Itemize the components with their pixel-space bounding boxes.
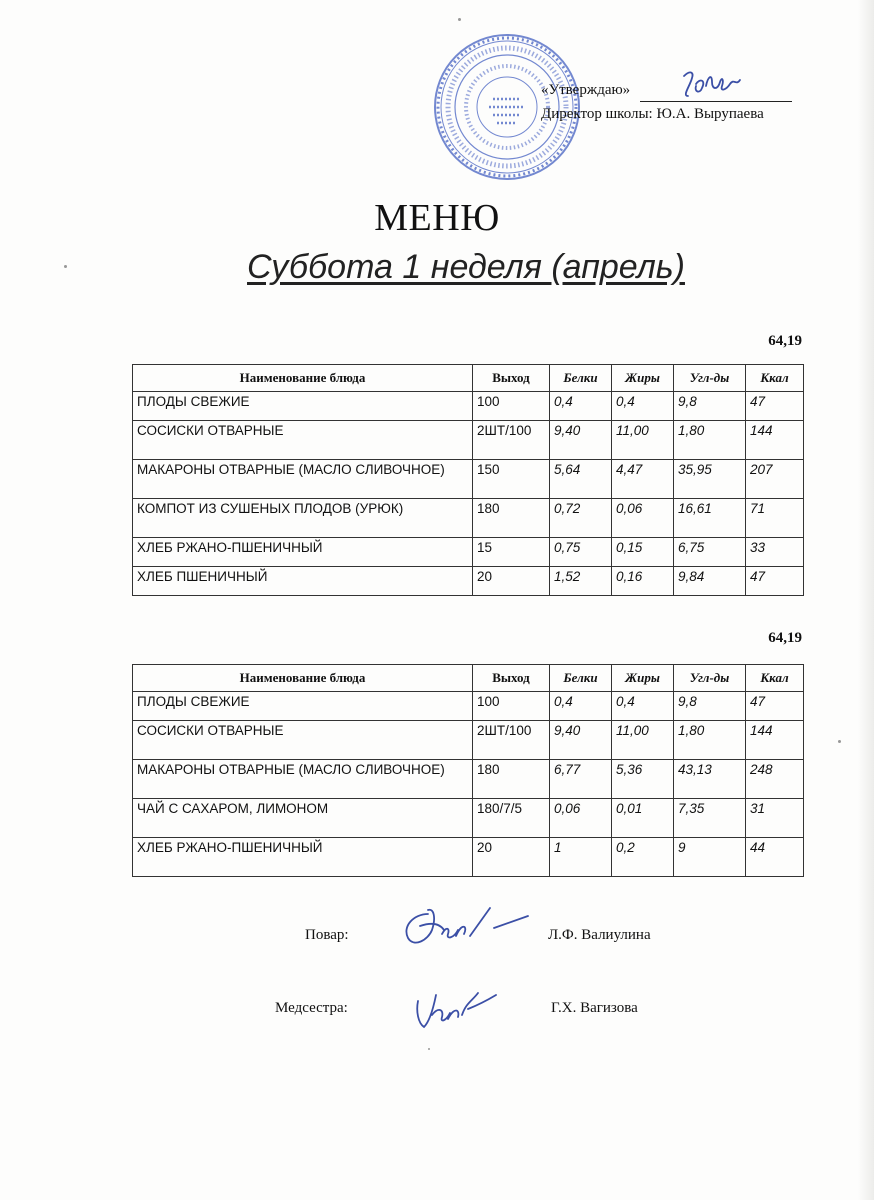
- dish-kcal: 144: [746, 421, 804, 460]
- dish-fat: 11,00: [612, 421, 674, 460]
- menu-price: 64,19: [768, 630, 802, 646]
- staff-name-cook: Л.Ф. Валиулина: [548, 927, 651, 943]
- approve-label: «Утверждаю»: [541, 82, 631, 98]
- col-header: Белки: [550, 365, 612, 392]
- nurse-signature: [412, 985, 502, 1035]
- dish-fat: 0,4: [612, 392, 674, 421]
- dish-name: СОСИСКИ ОТВАРНЫЕ: [133, 421, 473, 460]
- scan-speck: [458, 18, 461, 21]
- dish-carbs: 7,35: [674, 799, 746, 838]
- dish-name: МАКАРОНЫ ОТВАРНЫЕ (МАСЛО СЛИВОЧНОЕ): [133, 460, 473, 499]
- staff-role-cook: Повар:: [305, 927, 349, 943]
- dish-carbs: 9,8: [674, 392, 746, 421]
- dish-output: 180/7/5: [473, 799, 550, 838]
- dish-name: КОМПОТ ИЗ СУШЕНЫХ ПЛОДОВ (УРЮК): [133, 499, 473, 538]
- dish-fat: 4,47: [612, 460, 674, 499]
- col-header: Ккал: [746, 665, 804, 692]
- dish-protein: 0,72: [550, 499, 612, 538]
- page-subtitle: Суббота 1 неделя (апрель): [247, 248, 685, 286]
- table-row: [133, 567, 804, 596]
- table-row: [133, 421, 804, 460]
- dish-carbs: 9,84: [674, 567, 746, 596]
- dish-kcal: 207: [746, 460, 804, 499]
- dish-kcal: 31: [746, 799, 804, 838]
- scan-speck: [838, 740, 841, 743]
- menu-table: [132, 664, 804, 877]
- staff-role-nurse: Медсестра:: [275, 1000, 348, 1016]
- dish-name: ХЛЕБ РЖАНО-ПШЕНИЧНЫЙ: [133, 838, 473, 877]
- dish-name: ПЛОДЫ СВЕЖИЕ: [133, 692, 473, 721]
- dish-kcal: 33: [746, 538, 804, 567]
- dish-output: 180: [473, 760, 550, 799]
- col-header: Жиры: [612, 365, 674, 392]
- dish-fat: 5,36: [612, 760, 674, 799]
- dish-carbs: 1,80: [674, 721, 746, 760]
- col-header: Жиры: [612, 665, 674, 692]
- scan-speck: [428, 1048, 430, 1050]
- director-line: Директор школы: Ю.А. Вырупаева: [541, 106, 764, 122]
- table-row: [133, 392, 804, 421]
- col-header: Наименование блюда: [133, 665, 473, 692]
- dish-name: ХЛЕБ ПШЕНИЧНЫЙ: [133, 567, 473, 596]
- scan-edge: [858, 0, 874, 1200]
- dish-fat: 0,06: [612, 499, 674, 538]
- dish-output: 100: [473, 692, 550, 721]
- approval-block: [541, 78, 792, 126]
- dish-kcal: 47: [746, 692, 804, 721]
- dish-protein: 0,4: [550, 692, 612, 721]
- dish-carbs: 35,95: [674, 460, 746, 499]
- table-row: [133, 499, 804, 538]
- table-row: [133, 760, 804, 799]
- dish-fat: 0,2: [612, 838, 674, 877]
- dish-name: ЧАЙ С САХАРОМ, ЛИМОНОМ: [133, 799, 473, 838]
- dish-protein: 9,40: [550, 721, 612, 760]
- dish-protein: 9,40: [550, 421, 612, 460]
- col-header: Ккал: [746, 365, 804, 392]
- menu-table: [132, 364, 804, 596]
- dish-protein: 1,52: [550, 567, 612, 596]
- dish-protein: 0,06: [550, 799, 612, 838]
- menu-price: 64,19: [768, 333, 802, 349]
- staff-name-nurse: Г.Х. Вагизова: [551, 1000, 638, 1016]
- dish-carbs: 43,13: [674, 760, 746, 799]
- table-row: [133, 692, 804, 721]
- dish-kcal: 71: [746, 499, 804, 538]
- dish-output: 150: [473, 460, 550, 499]
- dish-carbs: 6,75: [674, 538, 746, 567]
- table-row: [133, 460, 804, 499]
- dish-protein: 5,64: [550, 460, 612, 499]
- dish-fat: 0,16: [612, 567, 674, 596]
- dish-output: 20: [473, 838, 550, 877]
- col-header: Наименование блюда: [133, 365, 473, 392]
- dish-carbs: 9,8: [674, 692, 746, 721]
- dish-output: 15: [473, 538, 550, 567]
- col-header: Угл-ды: [674, 365, 746, 392]
- dish-output: 180: [473, 499, 550, 538]
- dish-name: СОСИСКИ ОТВАРНЫЕ: [133, 721, 473, 760]
- dish-name: ХЛЕБ РЖАНО-ПШЕНИЧНЫЙ: [133, 538, 473, 567]
- dish-kcal: 144: [746, 721, 804, 760]
- dish-name: МАКАРОНЫ ОТВАРНЫЕ (МАСЛО СЛИВОЧНОЕ): [133, 760, 473, 799]
- table-row: [133, 721, 804, 760]
- dish-output: 100: [473, 392, 550, 421]
- col-header: Выход: [473, 665, 550, 692]
- dish-fat: 0,15: [612, 538, 674, 567]
- cook-signature: [398, 900, 533, 950]
- dish-kcal: 248: [746, 760, 804, 799]
- dish-fat: 0,01: [612, 799, 674, 838]
- signature-line: [640, 85, 792, 102]
- dish-protein: 0,4: [550, 392, 612, 421]
- col-header: Угл-ды: [674, 665, 746, 692]
- dish-protein: 1: [550, 838, 612, 877]
- dish-protein: 0,75: [550, 538, 612, 567]
- dish-output: 2ШТ/100: [473, 721, 550, 760]
- dish-carbs: 9: [674, 838, 746, 877]
- dish-output: 20: [473, 567, 550, 596]
- col-header: Выход: [473, 365, 550, 392]
- dish-output: 2ШТ/100: [473, 421, 550, 460]
- dish-kcal: 47: [746, 567, 804, 596]
- dish-kcal: 47: [746, 392, 804, 421]
- dish-name: ПЛОДЫ СВЕЖИЕ: [133, 392, 473, 421]
- table-row: [133, 838, 804, 877]
- col-header: Белки: [550, 665, 612, 692]
- table-row: [133, 538, 804, 567]
- dish-carbs: 1,80: [674, 421, 746, 460]
- table-row: [133, 799, 804, 838]
- dish-fat: 11,00: [612, 721, 674, 760]
- page-title: МЕНЮ: [374, 197, 500, 239]
- dish-protein: 6,77: [550, 760, 612, 799]
- dish-fat: 0,4: [612, 692, 674, 721]
- dish-kcal: 44: [746, 838, 804, 877]
- dish-carbs: 16,61: [674, 499, 746, 538]
